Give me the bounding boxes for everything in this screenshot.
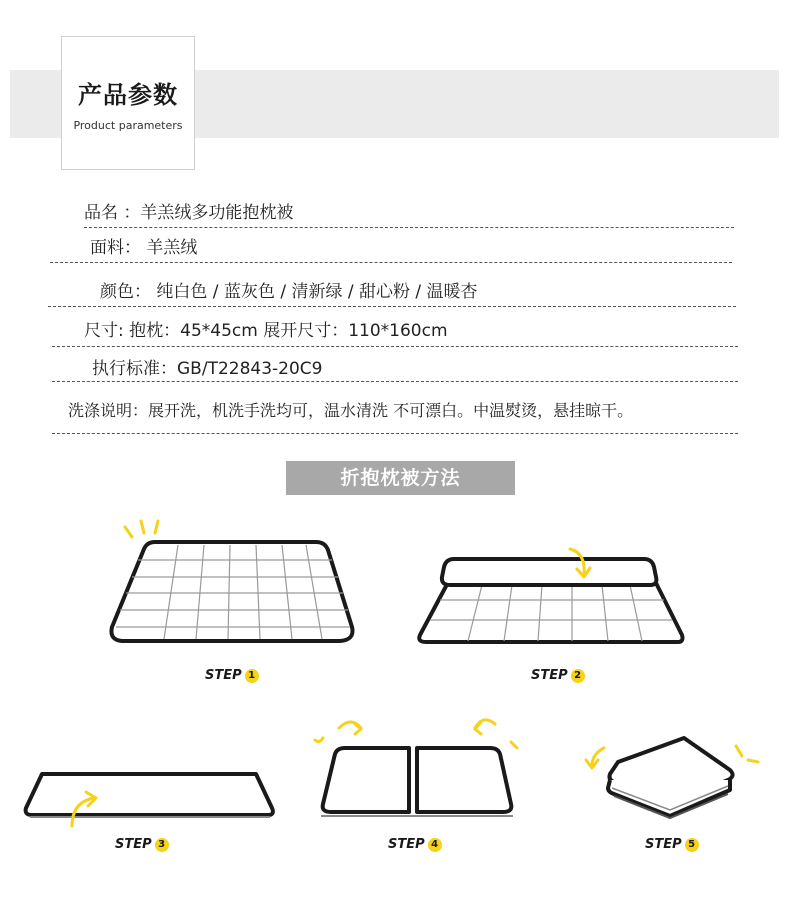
param-name: 品名 ：羊羔绒多功能抱枕被 xyxy=(84,203,294,223)
param-washing: 洗涤说明：展开洗，机洗手洗均可，温水清洗 不可漂白。中温熨烫，悬挂晾干。 xyxy=(68,401,634,420)
divider xyxy=(52,433,738,434)
step1-blanket-illustration xyxy=(100,515,370,655)
divider xyxy=(52,346,738,347)
divider xyxy=(48,306,736,307)
param-fabric: 面料： 羊羔绒 xyxy=(90,238,198,258)
param-size: 尺寸: 抱枕：45*45cm 展开尺寸：110*160cm xyxy=(84,321,448,341)
param-standard: 执行标准：GB/T22843-20C9 xyxy=(92,359,323,379)
step3-blanket-illustration xyxy=(20,760,280,830)
step-1-label: STEP 1 xyxy=(205,668,259,683)
step-3-label: STEP 3 xyxy=(115,837,169,852)
param-color: 颜色： 纯白色 / 蓝灰色 / 清新绿 / 甜心粉 / 温暖杏 xyxy=(100,282,478,302)
step-2-label: STEP 2 xyxy=(531,668,585,683)
step4-blanket-illustration xyxy=(305,712,530,827)
divider xyxy=(84,227,734,228)
step2-blanket-illustration xyxy=(412,545,687,655)
divider xyxy=(52,381,738,382)
section-title: 产品参数 xyxy=(78,81,178,109)
section-title-box xyxy=(61,36,195,170)
step-5-label: STEP 5 xyxy=(645,837,699,852)
divider xyxy=(50,262,732,263)
section-subtitle: Product parameters xyxy=(73,119,183,132)
step5-blanket-illustration xyxy=(578,722,768,822)
folding-method-banner: 折抱枕被方法 xyxy=(286,461,515,495)
step-4-label: STEP 4 xyxy=(388,837,442,852)
